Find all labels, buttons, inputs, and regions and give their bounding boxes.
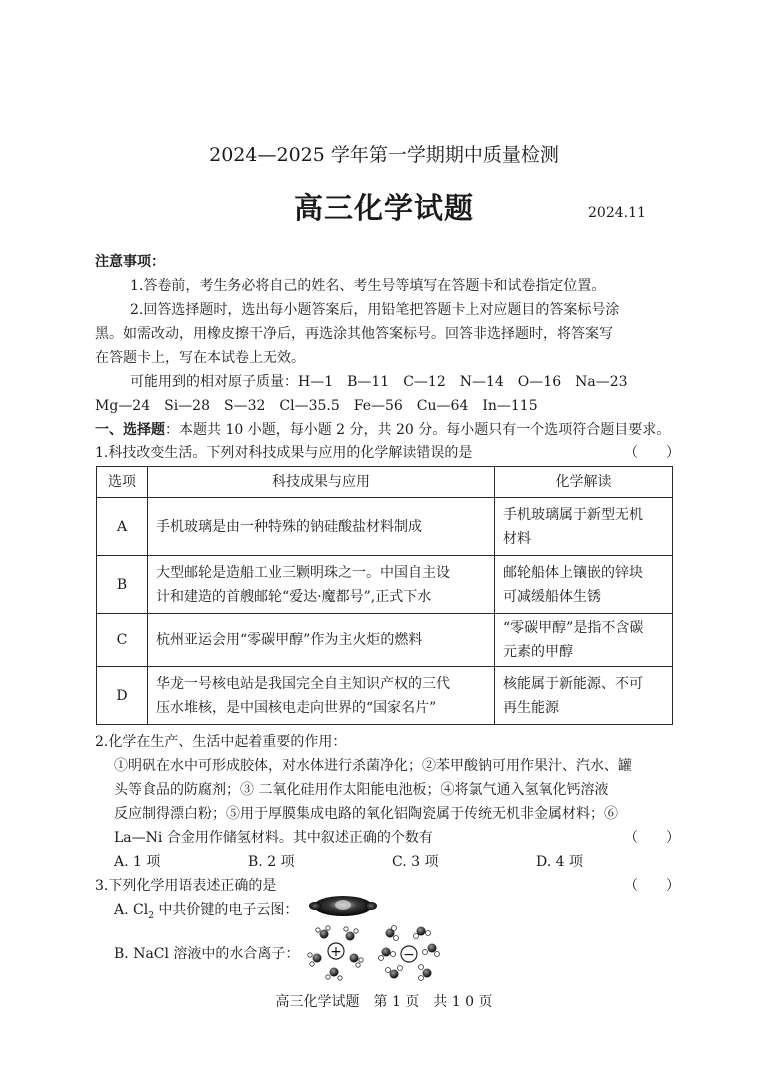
table-row — [97, 498, 673, 556]
row-achievement-line: 华龙一号核电站是我国完全自主知识产权的三代 — [156, 675, 450, 692]
q1-table — [96, 466, 673, 725]
table-row — [97, 556, 673, 614]
table-row — [97, 667, 673, 725]
q3-option-a — [114, 898, 298, 928]
row-interpretation-line: “零碳甲醇”是指不含碳 — [503, 620, 644, 636]
atomic-mass-line-1: 可能用到的相对原子质量：H—1 B—11 C—12 N—14 O—16 Na—23 — [130, 374, 628, 390]
q1-stem: 1.科技改变生活。下列对科技成果与应用的化学解读错误的是 — [95, 445, 473, 461]
row-interpretation-line: 材料 — [503, 530, 531, 547]
row-achievement — [148, 667, 495, 725]
notes-line-3: 黑。如需改动，用橡皮擦干净后，再选涂其他答案标号。回答非选择题时，将答案写 — [95, 326, 613, 342]
row-achievement-line: 计和建造的首艘邮轮“爱达·魔都号”,正式下水 — [156, 588, 432, 605]
cation-cluster — [308, 926, 363, 980]
notes-line-2: 2.回答选择题时，选出每小题答案后，用铅笔把答题卡上对应题目的答案标号涂 — [130, 302, 620, 318]
row-option: B — [97, 556, 148, 614]
section-instructions: ：本题共 10 小题，每小题 2 分，共 20 分。每小题只有一个选项符合题目要求。 — [165, 422, 671, 438]
table-header-achievement: 科技成果与应用 — [148, 467, 495, 498]
row-option: D — [97, 667, 148, 725]
cl2-electron-cloud-image — [308, 894, 378, 918]
row-option: C — [97, 614, 148, 667]
q2-option-d: D. 4 项 — [536, 854, 583, 870]
row-interpretation-line: 可减缓船体生锈 — [503, 588, 601, 605]
row-achievement-line: 压水堆核，是中国核电走向世界的“国家名片” — [156, 699, 437, 716]
row-interpretation — [495, 556, 673, 614]
q3-option-a-subscript: 2 — [148, 910, 154, 921]
row-achievement-line: 杭州亚运会用“零碳甲醇”作为主火炬的燃料 — [156, 632, 423, 648]
q2-line-1: ①明矾在水中可形成胶体，对水体进行杀菌净化；②苯甲酸钠可用作果汁、汽水、罐 — [114, 758, 632, 774]
row-achievement — [148, 556, 495, 614]
row-achievement — [148, 614, 495, 667]
minus-sign: − — [403, 947, 415, 963]
q3-option-b: B. NaCl 溶液中的水合离子： — [114, 946, 300, 962]
row-interpretation-line: 手机玻璃属于新型无机 — [503, 506, 643, 523]
plus-sign: + — [330, 944, 342, 960]
row-achievement-line: 手机玻璃是由一种特殊的钠硅酸盐材料制成 — [156, 518, 422, 535]
row-interpretation-line: 邮轮船体上镶嵌的锌块 — [503, 564, 643, 581]
q3-option-a-text: 中共价键的电子云图： — [153, 902, 299, 918]
row-interpretation-line: 核能属于新能源、不可 — [503, 675, 643, 692]
q3-answer-paren: （ ） — [624, 878, 680, 894]
table-header-option: 选项 — [97, 467, 148, 498]
q1-answer-paren: （ ） — [624, 445, 680, 461]
section-label: 一、选择题 — [95, 422, 165, 438]
q2-answer-paren: （ ） — [624, 830, 680, 846]
row-interpretation-line: 再生能源 — [503, 699, 559, 716]
page-title: 高三化学试题 — [293, 191, 474, 225]
row-option: A — [97, 498, 148, 556]
q2-line-2: 头等食品的防腐剂；③ 二氧化硅用作太阳能电池板；④将氯气通入氢氧化钙溶液 — [114, 782, 609, 798]
hydrated-ions-image — [304, 922, 444, 982]
exam-title: 2024—2025 学年第一学期期中质量检测 — [209, 144, 559, 166]
page-footer: 高三化学试题 第 1 页 共 1 0 页 — [275, 994, 493, 1010]
notes-line-1: 1.答卷前，考生务必将自己的姓名、考生号等填写在答题卡和试卷指定位置。 — [130, 278, 606, 294]
q2-line-3: 反应制得漂白粉；⑤用于厚膜集成电路的氧化铝陶瓷属于传统无机非金属材料；⑥ — [114, 806, 618, 822]
table-header-row — [97, 467, 673, 498]
row-interpretation — [495, 614, 673, 667]
atomic-mass-line-2: Mg—24 Si—28 S—32 Cl—35.5 Fe—56 Cu—64 In—115 — [95, 398, 538, 414]
table-row — [97, 614, 673, 667]
exam-date: 2024.11 — [588, 205, 646, 221]
q2-stem: 2.化学在生产、生活中起着重要的作用： — [95, 734, 347, 750]
section-heading — [95, 418, 670, 442]
row-interpretation — [495, 498, 673, 556]
q2-option-c: C. 3 项 — [392, 854, 439, 870]
table-header-interpretation: 化学解读 — [495, 467, 673, 498]
q3-option-a-formula: A. Cl — [114, 902, 149, 918]
row-achievement-line: 大型邮轮是造船工业三颗明珠之一。中国自主设 — [156, 564, 450, 581]
row-achievement — [148, 498, 495, 556]
row-interpretation — [495, 667, 673, 725]
q2-option-a: A. 1 项 — [114, 854, 161, 870]
notes-line-4: 在答题卡上，写在本试卷上无效。 — [95, 350, 305, 366]
row-interpretation-line: 元素的甲醇 — [503, 644, 573, 660]
q2-line-4: La—Ni 合金用作储氢材料。其中叙述正确的个数有 — [114, 830, 433, 846]
anion-cluster — [379, 926, 440, 981]
notes-heading: 注意事项： — [95, 254, 165, 270]
q2-option-b: B. 2 项 — [248, 854, 295, 870]
q3-stem: 3.下列化学用语表述正确的是 — [95, 878, 277, 894]
